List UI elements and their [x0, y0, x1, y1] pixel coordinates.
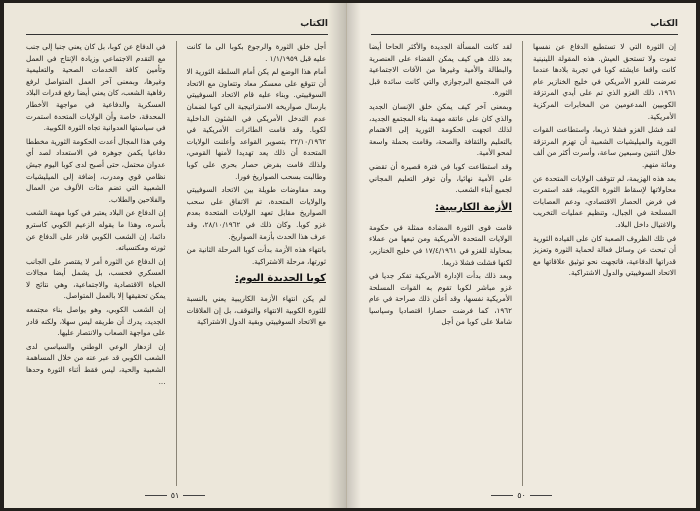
column-divider	[522, 41, 523, 486]
paragraph: إن الثورة التي لا تستطيع الدفاع عن نفسها تموت ولا تستحق العيش. هذه المقولة اللينينية كانت واقعا عايشته كوبا في تجربة بلادها عندما تعرضت للغزو الأمريكي في خليج الخنازير عام ١٩٦١، ذلك الغزو الذي تم على أيدي المرتزقة الكوبيين المدعومين من المخابرات المركزية الأمريكية.	[533, 42, 676, 121]
right-page	[347, 3, 696, 508]
paragraph: لم يكن انتهاء الأزمة الكاريبية يعني بالنسبة للثورة الكوبية الانتهاء والتوقف، بل إن العلاقات مع الاتحاد السوفييتي وبقية الدول الاشتراكية	[186, 294, 326, 327]
paragraph: بعد هذه الهزيمة، لم تتوقف الولايات المتحدة عن محاولاتها لإسقاط الثورة الكوبية، فقد استمرت في فرض الحصار الاقتصادي، ودعم العصابات المسلحة في الجبال، وتنظيم عمليات التخريب والاغتيال داخل البلاد.	[533, 173, 676, 229]
paragraph: وبعد ذلك بدأت الإدارة الأمريكية تفكر جديا في غزو مباشر لكوبا تقوم به القوات المسلحة الأمريكية نفسها، وقد أعلن ذلك صراحة في عام ١٩٦٢، كما فرضت حصارا اقتصاديا وسياسيا شاملا على كوبا من أجل	[369, 271, 512, 327]
gutter-shadow	[328, 3, 346, 508]
paragraph: لقد فشل الغزو فشلا ذريعا، واستطاعت القوات الثورية والميليشيات الشعبية أن تهزم المرتزقة خلال اثنتين وسبعين ساعة، وأسرت أكثر من ألف ومائة منهم.	[533, 125, 676, 169]
section-title: كوبا الجديدة اليوم:	[234, 273, 326, 285]
text-columns	[369, 41, 676, 486]
paragraph: أمام هذا الوضع لم يكن أمام السلطة الثورية الا أن تتوقع على معسكر معاد وتتعاون مع الاتحاد السوفييتي. وبناء عليه قام الاتحاد السوفييتي بارسال صواريخه الاستراتيجية الى كوبا لضمان عدم التدخل الأمريكي في الشئون الداخلية لكوبا. وقد قامت الطائرات الأمريكية في ٢٢/١٠/١٩٦٢ بتصوير القواعد وأعلنت الولايات المتحدة أن ذلك يعد تهديدا لأمنها القومي، ولذلك قامت بفرض حصار بحري على كوبا وطالبت بسحب الصواريخ فورا.	[186, 67, 326, 181]
paragraph: في تلك الظروف الصعبة كان على القيادة الثورية أن تبحث عن وسائل فعالة لحماية الثورة وتعزيز قدراتها الدفاعية، فاتجهت نحو توثيق علاقاتها مع الاتحاد السوفييتي والدول الاشتراكية.	[533, 233, 676, 278]
column-left	[369, 41, 512, 486]
page-number-text: ٥١	[170, 491, 180, 500]
paragraph: إن ازدهار الوعي الوطني والسياسي لدى الشعب الكوبي قد عبر عنه من خلال المساهمة الشعبية والحية، ليس فقط أثناء الثورة وحدها ...	[26, 341, 166, 386]
book-spread	[4, 3, 696, 508]
header-rule	[371, 34, 678, 35]
column-divider	[176, 41, 177, 486]
running-head-text: الكتاب	[650, 19, 678, 29]
paragraph: بانتهاء هذه الأزمة بدأت كوبا المرحلة الثانية من ثورتها، مرحلة الاشتراكية.	[186, 245, 326, 266]
page-number	[347, 491, 696, 500]
text-columns	[26, 41, 326, 486]
page-number	[4, 491, 346, 500]
column-left	[26, 41, 166, 486]
paragraph: إن الدفاع عن الثورة أمر لا يقتصر على الجانب العسكري فحسب، بل يشمل أيضا مجالات الحياة الاقتصادية والاجتماعية، وهي نتائج لا يمكن تحقيقها إلا بالعمل المتواصل.	[26, 256, 166, 301]
column-right	[533, 41, 676, 486]
paragraph: لقد كانت المسألة الجديدة والأكثر الحاحا أيضا بعد ذلك هي كيف يمكن القضاء على العنصرية والبطالة والأمية وغيرها من الآفات الاجتماعية في المجتمع البرجوازي والتي كانت سائدة قبل الثورة.	[369, 42, 512, 98]
paragraph: وفي هذا المجال أعدت الحكومة الثورية مخططا دفاعيا يكمن جوهره في الاستعداد لصد أي عدوان محتمل، حتى أصبح لدى كوبا اليوم جيش نظامي قوي ومدرب، إضافة إلى الميليشيات الشعبية التي تضم مئات الألوف من العمال والفلاحين والطلاب.	[26, 136, 166, 204]
gutter-shadow	[347, 3, 361, 508]
running-head	[26, 19, 328, 35]
paragraph: قامت قوى الثورة المضادة ممثلة في حكومة الولايات المتحدة الأمريكية ومن تبعها من عملاء بمحاولة للغزو في ١٧/٤/١٩٦١ في خليج الخنازير، لكنها فشلت فشلا ذريعا.	[369, 222, 512, 267]
paragraph: إن الدفاع عن البلاد يعتبر في كوبا مهمة الشعب بأسره، وهذا ما يقوله الزعيم الكوبي كاسترو دائما، إن الشعب الكوبي قادر على الدفاع عن ثورته ومكتسباته.	[26, 208, 166, 253]
paragraph: وبعد مفاوضات طويلة بين الاتحاد السوفييتي والولايات المتحدة، تم الاتفاق على سحب الصواريخ مقابل تعهد الولايات المتحدة بعدم غزو كوبا. وكان ذلك في ٢٨/١٠/١٩٦٢، وقد عرف هذا الحدث بأزمة الصواريخ.	[186, 185, 326, 241]
running-head-text: الكتاب	[300, 19, 328, 29]
paragraph: وبمعنى آخر كيف يمكن خلق الإنسان الجديد والذي كان على عاتقه مهمة بناء المجتمع الجديد، لذلك اتجهت الحكومة الثورية إلى الاهتمام بالتعليم والثقافة والصحة، وقامت بحملة واسعة لمحو الأمية.	[369, 101, 512, 158]
paragraph: وقد استطاعت كوبا في فترة قصيرة أن تقضي على الأمية نهائيا، وأن توفر التعليم المجاني لجميع أبناء الشعب.	[369, 161, 512, 195]
paragraph: في الدفاع عن كوبا، بل كان يعني جنبا إلى جنب مع التقدم الاجتماعي وزيادة الإنتاج في العمل وتأمين كافة الخدمات الصحية والتعليمية وغيرها، وبمعنى آخر العمل المتواصل لرفع رفاهية الشعب، كان يعني أيضا رفع قدرات البلاد العسكرية والدفاعية في مواجهة الأخطار المحدقة، خاصة وأن الولايات المتحدة استمرت في سياستها العدوانية تجاه الثورة الكوبية.	[26, 42, 166, 133]
page-number-text: ٥٠	[517, 491, 526, 500]
paragraph: أجل خلق الثورة والرجوع بكوبا الى ما كانت عليه قبل ١/١/١٩٥٩ .	[186, 42, 326, 63]
left-page	[4, 3, 347, 508]
running-head	[371, 19, 678, 35]
section-title: الأزمة الكاريبية:	[435, 201, 512, 213]
header-rule	[26, 34, 328, 35]
column-right	[187, 41, 327, 486]
paragraph: إن الشعب الكوبي، وهو يواصل بناء مجتمعه الجديد، يدرك أن طريقه ليس سهلا، ولكنه قادر على مواجهة الصعاب والانتصار عليها.	[26, 305, 166, 338]
